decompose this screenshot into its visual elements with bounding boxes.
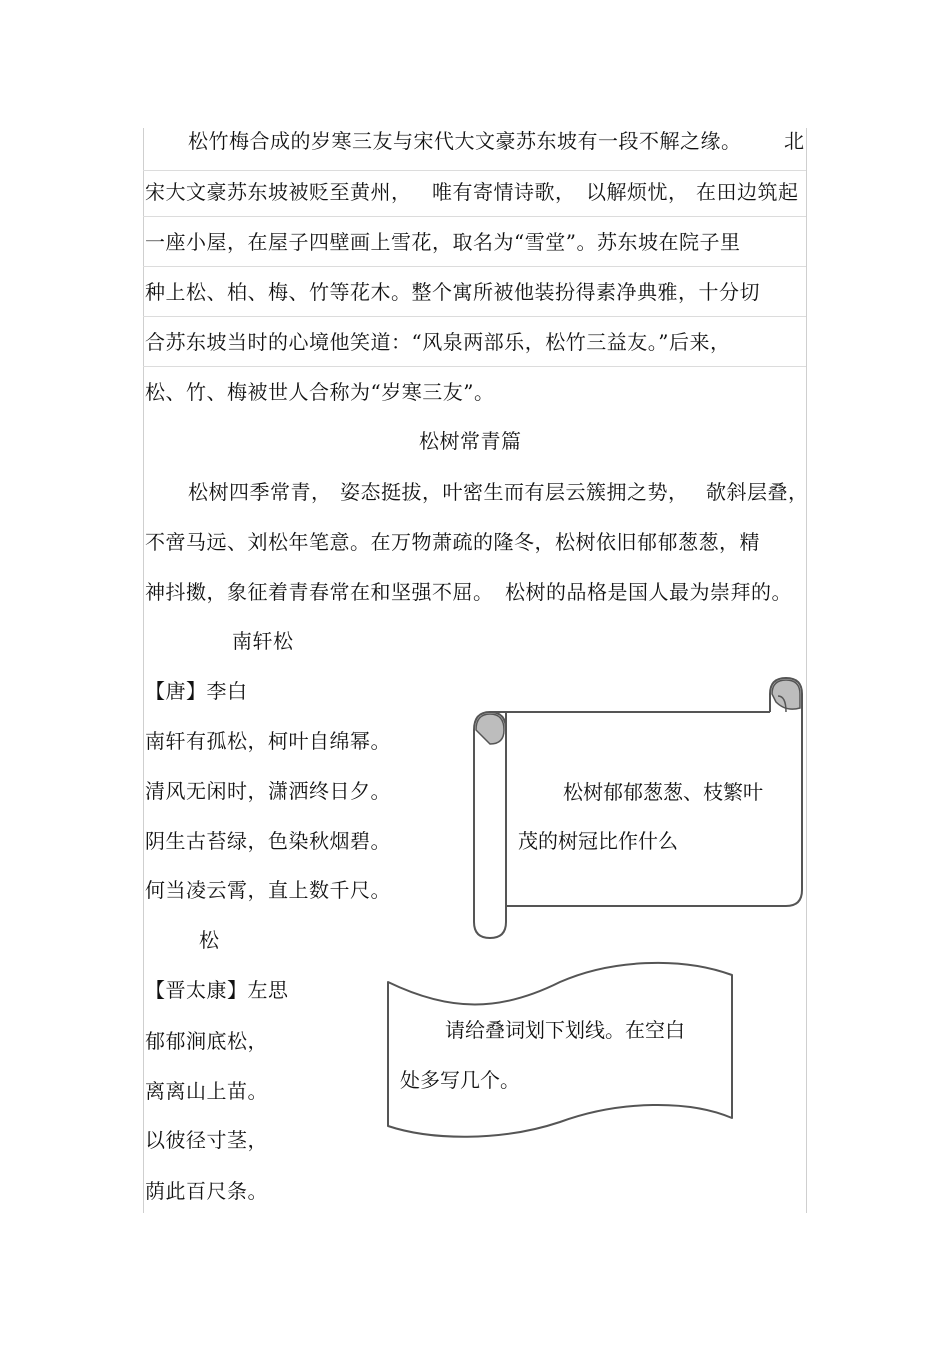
poem1-line: 清风无闲时，潇洒终日夕。 (145, 779, 391, 803)
intro-line-2b: 唯有寄情诗歌， (432, 180, 576, 204)
poem2-line: 荫此百尺条。 (145, 1179, 268, 1203)
intro-line-2d: 在田边筑起 (696, 180, 799, 204)
poem1-author: 【唐】李白 (145, 679, 248, 703)
section-line-1a: 松树四季常青， (188, 480, 332, 504)
wave-note-line-1: 请给叠词划下划线。在空白 (445, 1018, 685, 1042)
intro-line-6: 松、竹、梅被世人合称为“岁寒三友”。 (145, 380, 495, 404)
section-line-3b: 松树的品格是国人最为崇拜的。 (505, 580, 792, 604)
poem2-title: 松 (199, 928, 220, 952)
section-line-3a: 神抖擞，象征着青春常在和坚强不屈。 (145, 580, 494, 604)
intro-line-1: 松竹梅合成的岁寒三友与宋代大文豪苏东坡有一段不解之缘。 (188, 129, 742, 153)
intro-line-4: 种上松、柏、梅、竹等花木。整个寓所被他装扮得素净典雅，十分切 (145, 280, 760, 304)
intro-line-2a: 宋大文豪苏东坡被贬至黄州， (145, 180, 412, 204)
wave-note-line-2: 处多写几个。 (400, 1068, 520, 1092)
poem2-line: 以彼径寸茎， (145, 1128, 268, 1152)
intro-line-5: 合苏东坡当时的心境他笑道：“风泉两部乐，松竹三益友。”后来， (145, 330, 731, 354)
scroll-note-line-2: 茂的树冠比作什么 (518, 829, 678, 853)
poem1-line: 何当凌云霄，直上数千尺。 (145, 878, 391, 902)
section-title: 松树常青篇 (419, 429, 522, 453)
intro-line-3: 一座小屋，在屋子四壁画上雪花，取名为“雪堂”。苏东坡在院子里 (145, 230, 741, 254)
intro-line-2c: 以解烦忧， (586, 180, 689, 204)
section-line-2: 不啻马远、刘松年笔意。在万物萧疏的隆冬，松树依旧郁郁葱葱，精 (145, 530, 760, 554)
poem2-line: 离离山上苗。 (145, 1079, 268, 1103)
poem2-line: 郁郁涧底松， (145, 1029, 268, 1053)
poem1-title: 南轩松 (232, 629, 294, 653)
scroll-note-line-1: 松树郁郁葱葱、枝繁叶 (563, 780, 763, 804)
section-line-1b: 姿态挺拔，叶密生而有层云簇拥之势， (340, 480, 689, 504)
poem1-line: 南轩有孤松，柯叶自绵幂。 (145, 729, 391, 753)
poem2-author: 【晋太康】左思 (145, 978, 289, 1002)
section-line-1c: 欹斜层叠， (706, 480, 809, 504)
intro-line-1-end: 北 (784, 129, 805, 153)
poem1-line: 阴生古苔绿，色染秋烟碧。 (145, 829, 391, 853)
